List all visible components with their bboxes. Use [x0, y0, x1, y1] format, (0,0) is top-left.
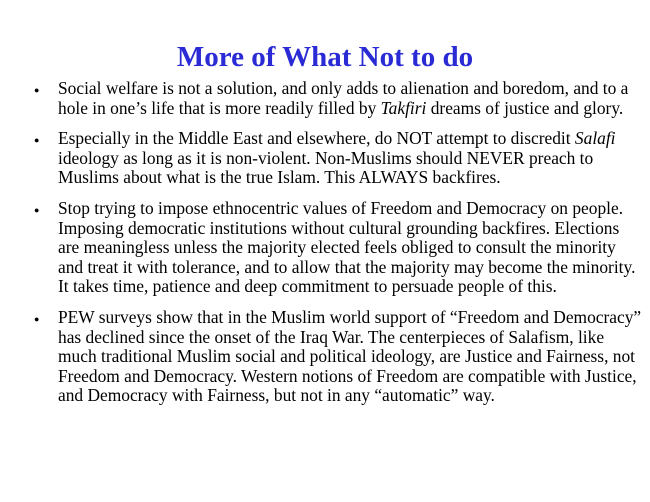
slide-title: More of What Not to do	[176, 41, 474, 73]
bullet-text-segment: Stop trying to impose ethnocentric values of Freedom and Democracy on people. Imposing democratic institutions without cultural grounding backfires. Elections are meaningless unless the majority elected feels obliged to consult the minority and treat it with tolerance, and to allow that the majority may become the minority. It takes time, patience and deep commitment to persuade people of this.	[58, 197, 636, 297]
bullet-dot-icon: ●	[34, 135, 40, 146]
bullet-item	[34, 199, 644, 297]
bullet-text	[58, 128, 616, 187]
bullet-text	[58, 198, 635, 296]
bullet-text-emphasis: Takfiri	[380, 97, 427, 118]
bullet-text-segment: PEW surveys show that in the Muslim world support of “Freedom and Democracy” has declined since the onset of the Iraq War. The centerpieces of Salafism, like much traditional Muslim social and political ideology, are Justice and Fairness, not Freedom and Democracy. Western notions of Freedom are compatible with Justice, and Democracy with Fairness, but not in any “automatic” way.	[58, 306, 642, 406]
bullet-dot-icon: ●	[34, 313, 40, 324]
bullet-list	[34, 79, 644, 417]
bullet-text	[58, 78, 628, 118]
bullet-text	[58, 307, 641, 405]
bullet-text-emphasis: Salafi	[574, 128, 616, 149]
bullet-text-segment: Social welfare is not a solution, and only adds to alienation and boredom, and to a hole in one’s life that is more readily filled by	[58, 78, 629, 118]
bullet-dot-icon: ●	[34, 85, 40, 95]
bullet-text-segment: ideology as long as it is non-violent. Non-Muslims should NEVER preach to Muslims about what is the true Islam. This ALWAYS backfires.	[58, 147, 594, 188]
bullet-dot-icon: ●	[34, 204, 40, 215]
bullet-item	[34, 79, 644, 118]
bullet-item	[34, 308, 644, 406]
bullet-text-segment: Especially in the Middle East and elsewhere, do NOT attempt to discredit	[58, 128, 575, 149]
bullet-item	[34, 129, 644, 188]
bullet-text-segment: dreams of justice and glory.	[426, 97, 624, 118]
